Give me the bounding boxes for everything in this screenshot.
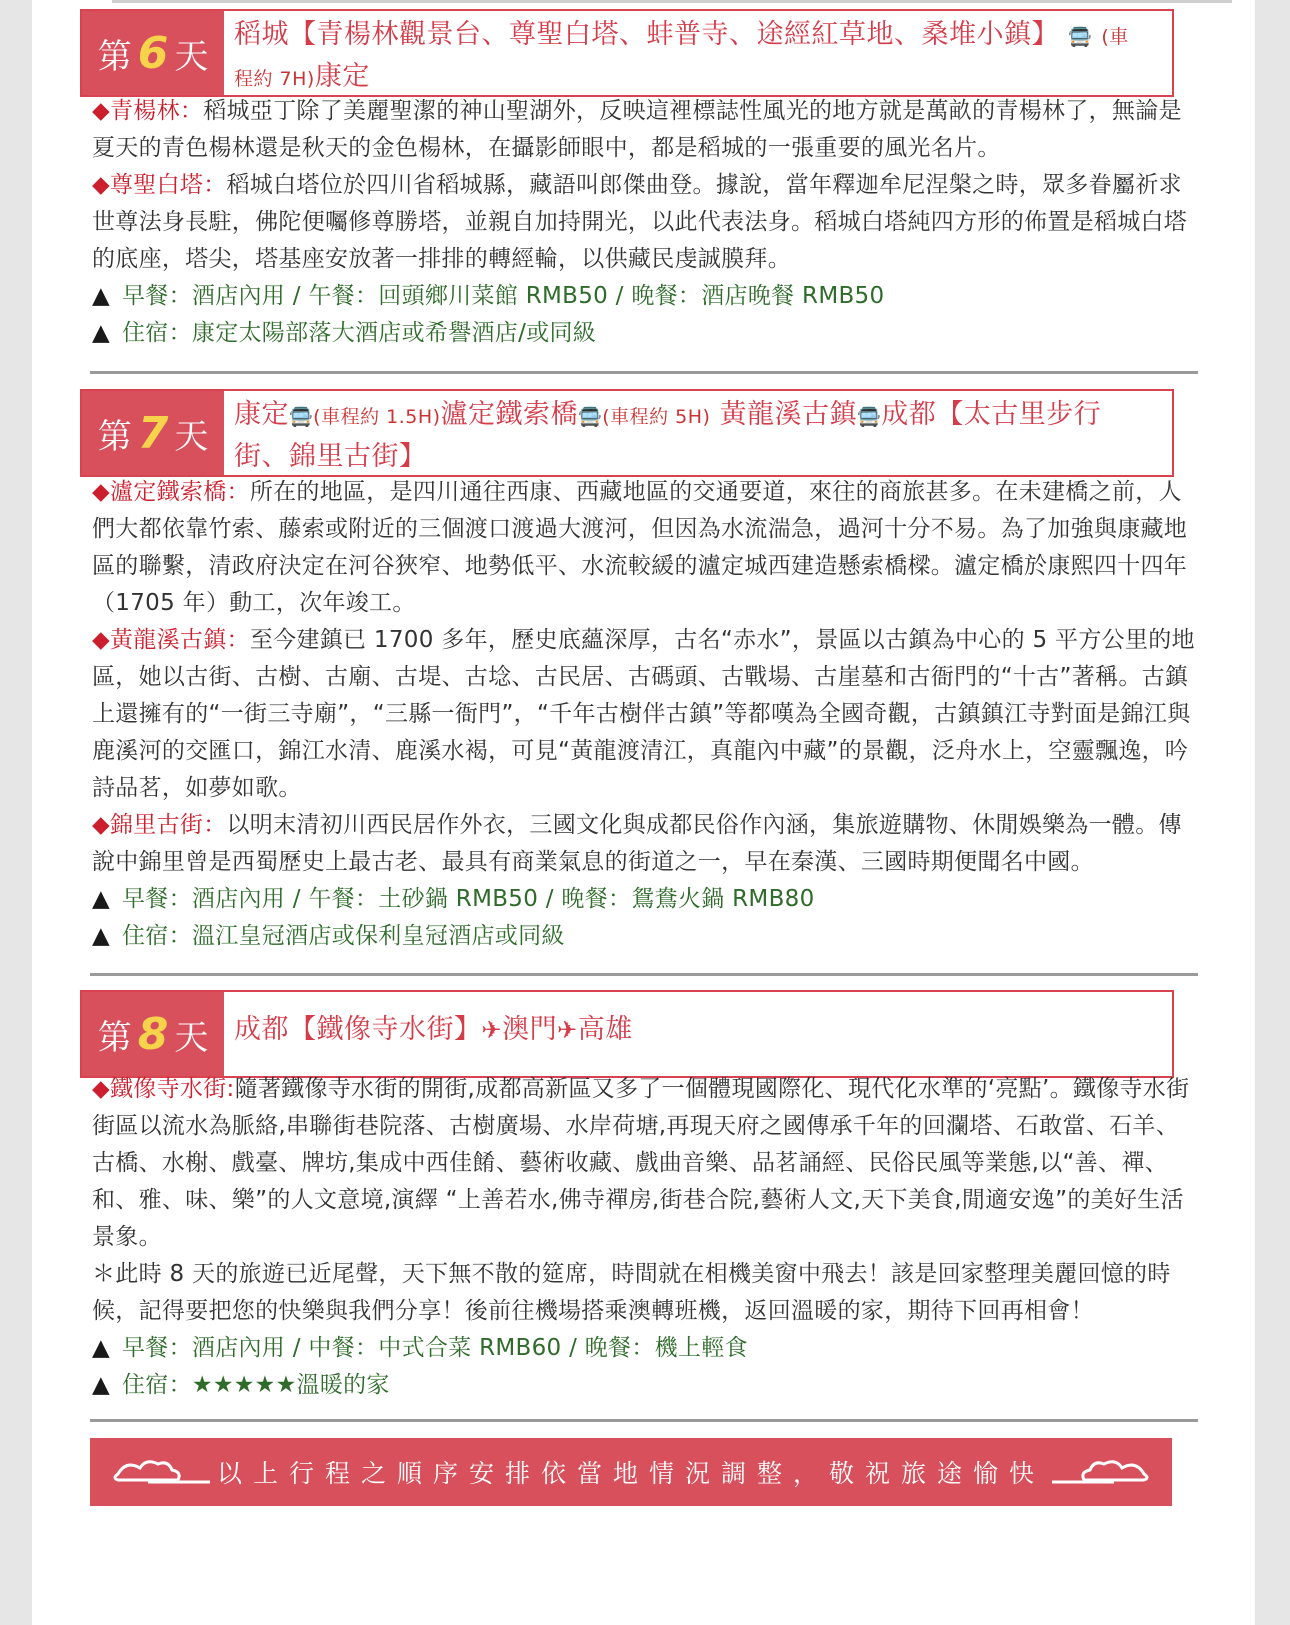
section-paragraph: ◆黃龍溪古鎮：至今建鎮已 1700 多年，歷史底蘊深厚，古名“赤水”，景區以古鎮為中心的 5 平方公里的地區，她以古街、古樹、古廟、古堤、古埝、古民居、古碼頭、古戰場、古崖墓和古衙門的“十古”著稱。古鎮上還擁有的“一街三寺廟”，“三縣一衙門”，“千年古樹伴古鎮”等都嘆為全國奇觀，古鎮鎮江寺對面是錦江與鹿溪河的交匯口，錦江水清、鹿溪水褐，可見“黃龍渡清江，真龍內中藏”的景觀，泛舟水上，空靈飄逸，吟詩品茗，如夢如歌。 xyxy=(92,627,1195,801)
diamond-bullet-icon: ◆ xyxy=(92,627,110,653)
section-divider xyxy=(90,1419,1198,1422)
day-badge: 第 8 天 xyxy=(82,992,224,1076)
day-title: 成都【鐵像寺水街】✈澳門✈高雄 xyxy=(234,1014,633,1045)
bus-icon: 🚍 xyxy=(1068,26,1093,48)
triangle-bullet-icon: ▲ xyxy=(92,283,110,309)
section-divider xyxy=(90,371,1198,374)
day-title: 稻城【青楊林觀景台、尊聖白塔、蚌普寺、途經紅草地、桑堆小鎮】 🚍 (車 程約 7H)康定 xyxy=(234,19,1129,92)
day-8-body xyxy=(92,1071,1202,1404)
top-divider xyxy=(112,0,1232,3)
footer-banner xyxy=(90,1438,1172,1506)
stay-line: ▲ 住宿：★★★★★溫暖的家 xyxy=(92,1372,390,1398)
day-8-header xyxy=(80,990,1174,1078)
meals-line: ▲ 早餐：酒店內用 / 午餐：回頭鄉川菜館 RMB50 / 晚餐：酒店晚餐 RMB50 xyxy=(92,283,885,309)
meals-line: ▲ 早餐：酒店內用 / 中餐：中式合菜 RMB60 / 晚餐：機上輕食 xyxy=(92,1335,748,1361)
day-title: 康定🚍(車程約 1.5H)瀘定鐵索橋🚍(車程約 5H) 黃龍溪古鎮🚍成都【太古里步行 街、錦里古街】 xyxy=(234,399,1102,472)
bus-icon: 🚍 xyxy=(857,406,882,428)
day-number: 7 xyxy=(137,407,169,459)
day-number: 8 xyxy=(137,1008,169,1060)
triangle-bullet-icon: ▲ xyxy=(92,886,110,912)
section-paragraph: ◆尊聖白塔：稻城白塔位於四川省稻城縣，藏語叫郎傑曲登。據說，當年釋迦牟尼涅槃之時，眾多眷屬祈求世尊法身長駐，佛陀便囑修尊勝塔，並親自加持開光，以此代表法身。稻城白塔純四方形的佈置是稻城白塔的底座，塔尖，塔基座安放著一排排的轉經輪，以供藏民虔誠膜拜。 xyxy=(92,172,1188,272)
section-paragraph: ◆青楊林：稻城亞丁除了美麗聖潔的神山聖湖外，反映這裡標誌性風光的地方就是萬畝的青楊林了，無論是夏天的青色楊林還是秋天的金色楊林，在攝影師眼中，都是稻城的一張重要的風光名片。 xyxy=(92,98,1182,161)
section-divider xyxy=(90,973,1198,976)
day-7-body xyxy=(92,474,1202,955)
cloud-ornament-icon xyxy=(1044,1452,1154,1492)
day-badge: 第 6 天 xyxy=(82,11,224,95)
plane-icon: ✈ xyxy=(481,1016,503,1044)
stay-line: ▲ 住宿：康定太陽部落大酒店或希譽酒店/或同級 xyxy=(92,320,597,346)
day-7-header xyxy=(80,389,1174,477)
triangle-bullet-icon: ▲ xyxy=(92,320,110,346)
triangle-bullet-icon: ▲ xyxy=(92,1372,110,1398)
closing-note: ＊此時 8 天的旅遊已近尾聲，天下無不散的筵席，時間就在相機美窗中飛去！該是回家整理美麗回憶的時候，記得要把您的快樂與我們分享！後前往機場搭乘澳轉班機，返回溫暖的家，期待下回再相會！ xyxy=(92,1261,1171,1324)
day-badge: 第 7 天 xyxy=(82,391,224,475)
cloud-ornament-icon xyxy=(108,1452,218,1492)
day-number: 6 xyxy=(137,27,169,79)
itinerary-page xyxy=(32,0,1255,1625)
stay-line: ▲ 住宿：溫江皇冠酒店或保利皇冠酒店或同級 xyxy=(92,923,565,949)
footer-text: 以上行程之順序安排依當地情況調整，敬祝旅途愉快 xyxy=(216,1459,1045,1488)
section-paragraph: ◆鐵像寺水街:隨著鐵像寺水街的開街,成都高新區又多了一個體現國際化、現代化水準的‘亮點’。鐵像寺水街街區以流水為脈絡,串聯街巷院落、古樹廣場、水岸荷塘,再現天府之國傳承千年的回瀾塔、石敢當、石羊、古橋、水榭、戲臺、牌坊,集成中西佳餚、藝術收藏、戲曲音樂、品茗誦經、民俗民風等業態,以“善、禪、和、雅、味、樂”的人文意境,演繹 “上善若水,佛寺禪房,街巷合院,藝術人文,天下美食,閒適安逸”的美好生活景象。 xyxy=(92,1076,1190,1250)
bus-icon: 🚍 xyxy=(578,406,603,428)
bus-icon: 🚍 xyxy=(289,406,314,428)
diamond-bullet-icon: ◆ xyxy=(92,172,110,198)
day-6-header xyxy=(80,9,1174,97)
plane-icon: ✈ xyxy=(557,1016,578,1044)
diamond-bullet-icon: ◆ xyxy=(92,479,110,505)
diamond-bullet-icon: ◆ xyxy=(92,98,110,124)
day-6-body xyxy=(92,93,1202,352)
section-paragraph: ◆瀘定鐵索橋：所在的地區，是四川通往西康、西藏地區的交通要道，來往的商旅甚多。在未建橋之前，人們大都依靠竹索、藤索或附近的三個渡口渡過大渡河，但因為水流湍急，過河十分不易。為了加強與康藏地區的聯繫，清政府決定在河谷狹窄、地勢低平、水流較緩的瀘定城西建造懸索橋樑。瀘定橋於康熙四十四年（1705 年）動工，次年竣工。 xyxy=(92,479,1188,616)
section-paragraph: ◆錦里古街：以明末清初川西民居作外衣，三國文化與成都民俗作內涵，集旅遊購物、休閒娛樂為一體。傳說中錦里曾是西蜀歷史上最古老、最具有商業氣息的街道之一，早在秦漢、三國時期便聞名中國。 xyxy=(92,812,1182,875)
diamond-bullet-icon: ◆ xyxy=(92,812,110,838)
meals-line: ▲ 早餐：酒店內用 / 午餐：土砂鍋 RMB50 / 晚餐：鴛鴦火鍋 RMB80 xyxy=(92,886,815,912)
triangle-bullet-icon: ▲ xyxy=(92,923,110,949)
diamond-bullet-icon: ◆ xyxy=(92,1076,110,1102)
triangle-bullet-icon: ▲ xyxy=(92,1335,110,1361)
